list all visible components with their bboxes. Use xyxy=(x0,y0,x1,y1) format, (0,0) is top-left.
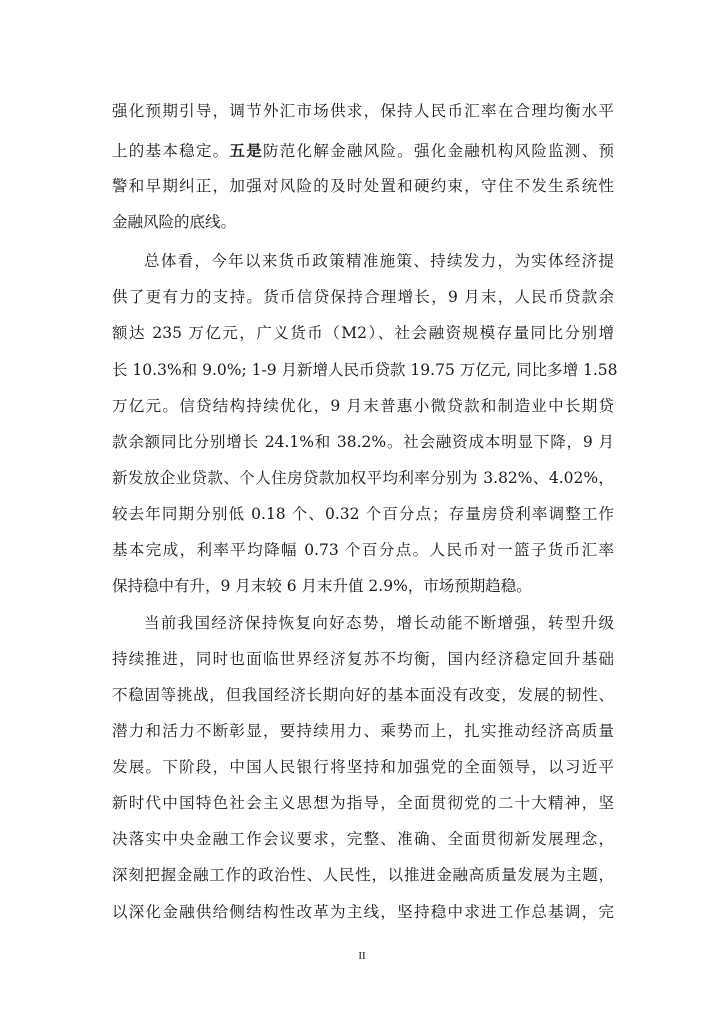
text-line: 长 10.3%和 9.0%; 1-9 月新增人民币贷款 19.75 万亿元, 同比多增 1.58 xyxy=(112,361,618,379)
text-line: 供了更有力的支持。货币信贷保持合理增长，9 月末，人民币贷款余 xyxy=(112,288,614,306)
text-line: 金融风险的底线。 xyxy=(112,213,237,231)
text-line: 不稳固等挑战，但我国经济长期向好的基本面没有改变，发展的韧性、 xyxy=(112,686,614,704)
text-line: 额达 235 万亿元，广义货币（M2）、社会融资规模存量同比分别增 xyxy=(112,324,614,342)
text-line: 潜力和活力不断彰显，要持续用力、乘势而上，扎实推动经济高质量 xyxy=(112,722,614,740)
text-line: 强化预期引导，调节外汇市场供求，保持人民币汇率在合理均衡水平 xyxy=(112,102,614,120)
text-line: 保持稳中有升，9 月末较 6 月末升值 2.9%，市场预期趋稳。 xyxy=(112,577,532,595)
text-line: 新时代中国特色社会主义思想为指导，全面贯彻党的二十大精神，坚 xyxy=(112,794,614,812)
text-line: 以深化金融供给侧结构性改革为主线，坚持稳中求进工作总基调，完 xyxy=(112,903,614,921)
page-number: II xyxy=(358,950,366,962)
text-line: 当前我国经济保持恢复向好态势，增长动能不断增强，转型升级 xyxy=(144,614,614,632)
text-line: 持续推进，同时也面临世界经济复苏不均衡，国内经济稳定回升基础 xyxy=(112,650,614,668)
text-line: 发展。下阶段，中国人民银行将坚持和加强党的全面领导，以习近平 xyxy=(112,758,614,776)
text-line: 总体看，今年以来货币政策精准施策、持续发力，为实体经济提 xyxy=(144,252,614,270)
text-segment: 防范化解金融风险。强化金融机构风险监测、预 xyxy=(262,142,614,160)
bold-lead-label: 五是 xyxy=(229,141,263,160)
text-line: 基本完成，利率平均降幅 0.73 个百分点。人民币对一篮子货币汇率 xyxy=(112,541,614,559)
text-line: 决落实中央金融工作会议要求，完整、准确、全面贯彻新发展理念， xyxy=(112,830,614,848)
text-line: 警和早期纠正，加强对风险的及时处置和硬约束，守住不发生系统性 xyxy=(112,177,614,195)
text-segment: 上的基本稳定。 xyxy=(112,142,230,160)
text-line: 深刻把握金融工作的政治性、人民性，以推进金融高质量发展为主题， xyxy=(112,866,614,884)
text-line: 较去年同期分别低 0.18 个、0.32 个百分点；存量房贷利率调整工作 xyxy=(112,505,614,523)
text-line: 新发放企业贷款、个人住房贷款加权平均利率分别为 3.82%、4.02%， xyxy=(112,469,614,487)
text-line xyxy=(112,141,614,161)
text-line: 款余额同比分别增长 24.1%和 38.2%。社会融资成本明显下降，9 月 xyxy=(112,433,614,451)
text-line: 万亿元。信贷结构持续优化，9 月末普惠小微贷款和制造业中长期贷 xyxy=(112,397,614,415)
